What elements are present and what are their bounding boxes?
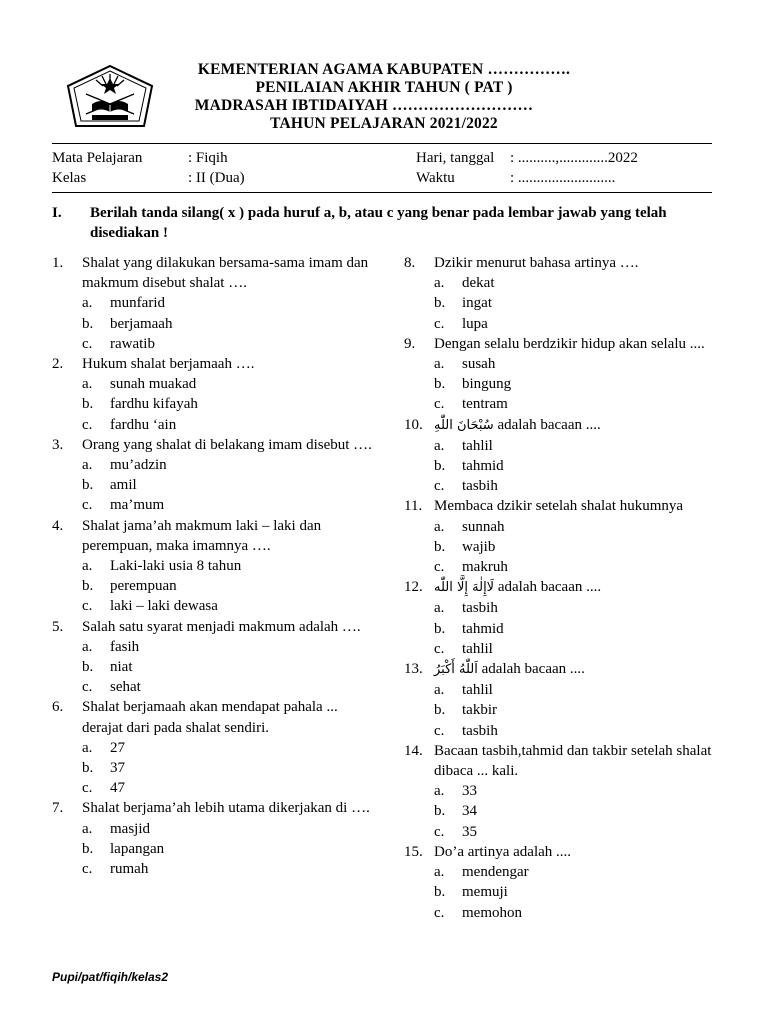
arabic-phrase: سُبْحَانَ اللّٰهِ <box>434 417 494 433</box>
option-letter: c. <box>82 679 93 696</box>
answer-option <box>52 657 382 677</box>
option-text: dekat <box>462 275 495 292</box>
answer-option <box>52 334 382 354</box>
question-item <box>404 842 724 862</box>
question-label: Dzikir menurut bahasa artinya …. <box>434 255 639 271</box>
question-item <box>404 659 724 680</box>
option-text: tahlil <box>462 437 493 454</box>
option-text: tahmid <box>462 458 504 475</box>
option-text: 33 <box>462 783 477 800</box>
question-item <box>404 741 724 781</box>
answer-option <box>404 517 724 537</box>
option-letter: c. <box>434 478 445 495</box>
option-letter: c. <box>82 416 93 433</box>
option-letter: b. <box>434 376 446 393</box>
option-text: ma’mum <box>110 497 165 514</box>
answer-option <box>404 354 724 374</box>
option-text: laki – laki dewasa <box>110 598 218 615</box>
option-letter: b. <box>434 620 446 637</box>
option-letter: a. <box>82 376 93 393</box>
option-letter: a. <box>434 356 445 373</box>
option-text: tahmid <box>462 620 504 637</box>
instruction-number: I. <box>52 205 62 221</box>
answer-option <box>52 475 382 495</box>
question-label: adalah bacaan .... <box>494 579 602 596</box>
question-text <box>434 741 724 781</box>
option-letter: b. <box>434 538 446 555</box>
option-text: 34 <box>462 803 477 820</box>
answer-option <box>404 639 724 659</box>
answer-option <box>404 476 724 496</box>
option-letter: c. <box>434 640 445 657</box>
option-text: munfarid <box>110 295 165 312</box>
question-text <box>82 617 382 637</box>
question-number: 4. <box>52 517 64 534</box>
header-school: MADRASAH IBTIDAIYAH ……………………… <box>194 97 534 114</box>
option-letter: c. <box>82 780 93 797</box>
question-text <box>82 697 382 737</box>
answer-option <box>404 801 724 821</box>
option-text: fardhu kifayah <box>110 396 198 413</box>
answer-option <box>52 778 382 798</box>
answer-option <box>52 596 382 616</box>
question-number: 2. <box>52 356 64 373</box>
answer-option <box>52 556 382 576</box>
question-number: 15. <box>404 843 423 860</box>
question-item <box>404 496 724 516</box>
option-letter: c. <box>434 904 445 921</box>
answer-option <box>404 394 724 414</box>
option-letter: b. <box>434 803 446 820</box>
question-item <box>52 617 382 637</box>
option-letter: a. <box>82 638 93 655</box>
question-item <box>52 798 382 818</box>
answer-option <box>52 819 382 839</box>
option-text: rumah <box>110 861 149 878</box>
arabic-phrase: اَللّٰهُ أَكْبَرُ <box>434 662 478 678</box>
question-text <box>82 798 382 818</box>
question-number: 10. <box>404 416 423 433</box>
question-number: 8. <box>404 255 416 271</box>
question-label: adalah bacaan .... <box>477 661 585 678</box>
question-label: Membaca dzikir setelah shalat hukumnya <box>434 498 684 515</box>
answer-option <box>52 314 382 334</box>
option-letter: b. <box>434 702 446 719</box>
answer-option <box>404 598 724 618</box>
option-letter: c. <box>82 598 93 615</box>
answer-option <box>52 576 382 596</box>
question-text <box>434 496 724 516</box>
question-label: Do’a artinya adalah .... <box>434 843 572 860</box>
option-text: tasbih <box>462 478 498 495</box>
time-value: : .......................... <box>510 170 616 186</box>
option-text: Laki-laki usia 8 tahun <box>110 558 242 575</box>
question-text <box>82 516 382 556</box>
option-text: rawatib <box>110 335 155 352</box>
subject-value: : Fiqih <box>188 150 228 166</box>
header-school-year: TAHUN PELAJARAN 2021/2022 <box>270 115 498 132</box>
answer-option <box>52 415 382 435</box>
option-letter: b. <box>82 477 94 494</box>
option-letter: b. <box>82 659 94 676</box>
time-label: Waktu <box>416 170 455 186</box>
question-label: Shalat berjamaah akan mendapat pahala ... derajat dari pada shalat sendiri. <box>82 699 338 736</box>
answer-option <box>404 700 724 720</box>
answer-option <box>52 677 382 697</box>
option-text: susah <box>462 356 496 373</box>
option-letter: c. <box>82 861 93 878</box>
option-letter: b. <box>82 840 94 857</box>
option-letter: b. <box>434 884 446 901</box>
answer-option <box>404 862 724 882</box>
answer-option <box>52 455 382 475</box>
question-number: 11. <box>404 498 423 515</box>
question-text <box>434 415 724 436</box>
option-text: amil <box>110 477 137 494</box>
question-label: Bacaan tasbih,tahmid dan takbir setelah shalat dibaca ... kali. <box>434 742 712 780</box>
question-label: Shalat jama’ah makmum laki – laki dan perempuan, maka imamnya …. <box>82 517 322 554</box>
option-text: tasbih <box>462 600 498 617</box>
question-text <box>434 334 724 354</box>
question-number: 3. <box>52 436 64 453</box>
option-text: lupa <box>462 315 488 332</box>
option-letter: a. <box>82 739 93 756</box>
class-value: : II (Dua) <box>188 170 245 186</box>
option-text: fardhu ‘ain <box>110 416 177 433</box>
option-text: mendengar <box>462 864 529 881</box>
option-text: 27 <box>110 739 125 756</box>
question-label: Shalat yang dilakukan bersama-sama imam dan makmum disebut shalat …. <box>82 255 369 292</box>
question-text <box>82 435 382 455</box>
answer-option <box>52 738 382 758</box>
question-label: Shalat berjama’ah lebih utama dikerjakan di …. <box>82 800 370 817</box>
option-letter: b. <box>82 760 94 777</box>
option-text: lapangan <box>110 840 165 857</box>
option-letter: b. <box>434 458 446 475</box>
question-item <box>404 415 724 436</box>
question-item <box>52 435 382 455</box>
option-text: sunnah <box>462 518 505 535</box>
option-text: tasbih <box>462 722 498 739</box>
option-text: tentram <box>462 396 508 413</box>
option-text: niat <box>110 659 133 676</box>
questions-right-column <box>404 253 724 923</box>
option-text: bingung <box>462 376 512 393</box>
option-text: tahlil <box>462 640 493 657</box>
question-label: Hukum shalat berjamaah …. <box>82 356 255 373</box>
question-number: 6. <box>52 699 64 716</box>
option-letter: c. <box>434 823 445 840</box>
answer-option <box>404 903 724 923</box>
question-number: 12. <box>404 579 423 596</box>
option-text: takbir <box>462 702 497 719</box>
option-letter: c. <box>434 315 445 332</box>
option-text: tahlil <box>462 682 493 699</box>
question-number: 13. <box>404 661 423 678</box>
question-text <box>82 354 382 374</box>
option-text: makruh <box>462 559 508 576</box>
option-letter: a. <box>434 600 445 617</box>
option-letter: b. <box>82 315 94 332</box>
option-letter: a. <box>82 295 93 312</box>
option-text: sunah muakad <box>110 376 197 393</box>
option-text: perempuan <box>110 578 177 595</box>
answer-option <box>404 822 724 842</box>
question-text <box>434 577 724 598</box>
answer-option <box>404 619 724 639</box>
question-text <box>434 842 724 862</box>
answer-option <box>404 680 724 700</box>
option-letter: c. <box>82 497 93 514</box>
answer-option <box>404 882 724 902</box>
answer-option <box>52 839 382 859</box>
question-label: Salah satu syarat menjadi makmum adalah …. <box>82 618 361 635</box>
option-text: wajib <box>462 538 496 555</box>
question-text <box>82 253 382 293</box>
answer-option <box>404 721 724 741</box>
option-letter: b. <box>434 295 446 312</box>
answer-option <box>404 781 724 801</box>
option-letter: a. <box>82 820 93 837</box>
answer-option <box>404 293 724 313</box>
answer-option <box>52 859 382 879</box>
option-letter: a. <box>82 558 93 575</box>
questions-left-column <box>52 253 382 879</box>
option-letter: c. <box>434 722 445 739</box>
answer-option <box>404 557 724 577</box>
option-letter: a. <box>434 864 445 881</box>
answer-option <box>404 537 724 557</box>
option-text: memuji <box>462 884 508 901</box>
header-divider-top <box>52 143 712 144</box>
answer-option <box>404 314 724 334</box>
header-ministry: KEMENTERIAN AGAMA KABUPATEN ……………. <box>197 61 571 78</box>
option-letter: b. <box>82 578 94 595</box>
question-label: Orang yang shalat di belakang imam disebut …. <box>82 436 372 453</box>
option-text: ingat <box>462 295 492 312</box>
footer-code: Pupi/pat/fiqih/kelas2 <box>52 970 169 984</box>
question-item <box>404 334 724 354</box>
question-item <box>52 253 382 293</box>
header-divider-bottom <box>52 192 712 193</box>
option-letter: c. <box>82 335 93 352</box>
instruction-text: Berilah tanda silang( x ) pada huruf a, b, atau c yang benar pada lembar jawab yang telah disediakan ! <box>90 205 667 241</box>
option-text: mu’adzin <box>110 457 167 474</box>
question-item <box>52 354 382 374</box>
option-text: masjid <box>110 820 150 837</box>
answer-option <box>404 436 724 456</box>
answer-option <box>404 273 724 293</box>
question-label: adalah bacaan .... <box>493 416 601 433</box>
question-number: 1. <box>52 255 64 271</box>
arabic-phrase: لَاإِلٰهَ إِلَّا اللّٰه <box>434 580 495 596</box>
question-number: 5. <box>52 618 64 635</box>
header-exam-title: PENILAIAN AKHIR TAHUN ( PAT ) <box>255 79 513 96</box>
question-text <box>434 253 724 273</box>
question-item <box>404 577 724 598</box>
question-item <box>52 516 382 556</box>
answer-option <box>52 293 382 313</box>
option-letter: a. <box>434 783 445 800</box>
question-text <box>434 659 724 680</box>
class-label: Kelas <box>52 170 87 186</box>
question-item <box>404 253 724 273</box>
option-letter: a. <box>82 457 93 474</box>
question-label: Dengan selalu berdzikir hidup akan selalu .... <box>434 335 705 352</box>
date-value: : ..........,.............2022 <box>510 150 638 166</box>
option-text: 37 <box>110 760 125 777</box>
option-letter: a. <box>434 682 445 699</box>
answer-option <box>52 758 382 778</box>
option-text: 35 <box>462 823 477 840</box>
option-letter: c. <box>434 396 445 413</box>
question-number: 9. <box>404 335 416 352</box>
option-letter: a. <box>434 518 445 535</box>
answer-option <box>52 637 382 657</box>
question-item <box>52 697 382 737</box>
option-letter: b. <box>82 396 94 413</box>
option-text: memohon <box>462 904 522 921</box>
option-letter: c. <box>434 559 445 576</box>
answer-option <box>52 394 382 414</box>
answer-option <box>52 374 382 394</box>
option-letter: a. <box>434 275 445 292</box>
date-label: Hari, tanggal <box>416 150 495 166</box>
option-text: 47 <box>110 780 125 797</box>
option-text: berjamaah <box>110 315 173 332</box>
answer-option <box>404 456 724 476</box>
question-number: 7. <box>52 800 64 817</box>
subject-label: Mata Pelajaran <box>52 150 143 166</box>
answer-option <box>52 495 382 515</box>
option-text: sehat <box>110 679 141 696</box>
question-number: 14. <box>404 742 423 759</box>
option-letter: a. <box>434 437 445 454</box>
answer-option <box>404 374 724 394</box>
option-text: fasih <box>110 638 140 655</box>
